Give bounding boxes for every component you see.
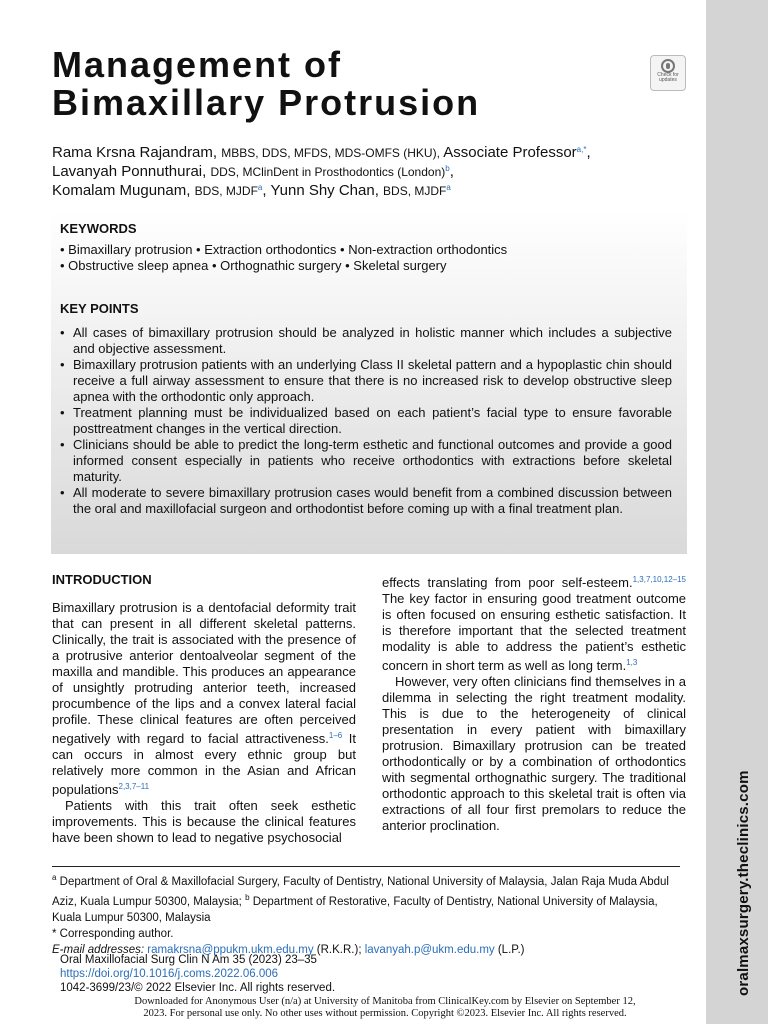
author-4-degrees: BDS, MJDF (383, 184, 447, 198)
author-4-name: Yunn Shy Chan, (270, 182, 379, 199)
download-notice-line-2: 2023. For personal use only. No other uses without permission. Copyright ©2023. Elsevier Inc. All rights reserved. (143, 1008, 627, 1019)
author-1-name: Rama Krsna Rajandram, (52, 144, 218, 161)
author-2-degrees: DDS, MClinDent in Prosthodontics (London) (210, 165, 446, 179)
journal-citation: Oral Maxillofacial Surg Clin N Am 35 (2023) 23–35 (60, 954, 317, 966)
author-3-affiliation-mark[interactable]: a (257, 183, 263, 192)
keywords-line-2: • Obstructive sleep apnea • Orthognathic surgery • Skeletal surgery (60, 258, 447, 273)
affiliation-b: Department of Restorative, Faculty of Dentistry, National University of Malaysia, Kuala Lumpur 50300, Malaysia (52, 896, 658, 924)
journal-site-url[interactable]: oralmaxsurgery.theclinics.com (735, 770, 752, 996)
footnote-divider (52, 866, 680, 867)
reference-link[interactable]: 1–6 (328, 731, 343, 740)
intro-paragraph-1-text: Bimaxillary protrusion is a dentofacial deformity trait that can present in all different skeletal patterns. Clinically, the trait is associated with the presence of a protrusive anterior dentoalveolar segment of the maxilla and mandible. This produces an appearance of unsightly protruding anterior teeth, increased procumbence of the lips and a convex lateral facial profile. These clinical features are often perceived negatively with regard to facial attractiveness. (52, 600, 356, 746)
email-2-initials: (L.P.) (494, 944, 525, 956)
affiliation-a: Department of Oral & Maxillofacial Surgery, Faculty of Dentistry, National University of Malaysia, Jalan Raja Muda Abdul Aziz, Kuala Lumpur 50300, Malaysia; (52, 876, 669, 908)
right-paragraph-1 (382, 572, 686, 674)
download-notice-line-1: Downloaded for Anonymous User (n/a) at University of Manitoba from ClinicalKey.com by Elsevier on September 12, (134, 996, 636, 1007)
badge-line-2: updates (659, 77, 677, 83)
title-line-1: Management of (52, 44, 343, 85)
author-3-name: Komalam Mugunam, (52, 182, 191, 199)
email-label: E-mail addresses: (52, 944, 145, 956)
reference-link[interactable]: 2,3,7–11 (118, 782, 150, 791)
intro-paragraph-2: Patients with this trait often seek esthetic improvements. This is because the clinical features have been shown to lead to negative psychosocial (52, 798, 356, 845)
check-for-updates-badge[interactable] (650, 55, 686, 91)
affiliation-a-mark: a (52, 873, 57, 882)
affiliation-b-mark: b (245, 893, 250, 902)
key-points-heading: KEY POINTS (60, 301, 139, 316)
key-point-item: • All cases of bimaxillary protrusion should be analyzed in holistic manner which includes a subjective and objective assessment. (60, 325, 672, 357)
key-point-item: • All moderate to severe bimaxillary protrusion cases would benefit from a combined discussion between the oral and maxillofacial surgeon and orthodontist before coming up with a final treatment plan. (60, 485, 672, 517)
author-2-affiliation-mark[interactable]: b (445, 164, 450, 173)
reference-link[interactable]: 1,3 (626, 658, 638, 667)
issn-copyright: 1042-3699/23/© 2022 Elsevier Inc. All rights reserved. (60, 982, 336, 994)
email-link-2[interactable]: lavanyah.p@ukm.edu.my (364, 944, 495, 956)
intro-paragraph-1-text-cont: It can occurs in almost every ethnic group but relatively more common in the Asian and African populations (52, 731, 356, 797)
author-4-affiliation-mark[interactable]: a (446, 183, 451, 192)
badge-line-1: Check for (657, 72, 679, 78)
author-1-degrees: MBBS, DDS, MFDS, MDS-OMFS (HKU), (221, 146, 440, 160)
title-line-2: Bimaxillary Protrusion (52, 82, 481, 123)
author-1-affiliation-mark[interactable]: a,* (576, 145, 587, 154)
keywords-heading: KEYWORDS (60, 221, 137, 236)
key-point-item: • Treatment planning must be individualized based on each patient’s facial type to ensure favorable posttreatment changes in the vertical direction. (60, 405, 672, 437)
intro-paragraph-1 (52, 600, 356, 798)
key-points-list (60, 325, 672, 517)
right-paragraph-1-text-cont: The key factor in ensuring good treatment outcome is often focused on ensuring esthetic satisfaction. It is therefore important that the selected treatment modality is able to address the patient’s esthetic concern in short term as well as long term. (382, 591, 686, 673)
key-point-item: • Clinicians should be able to predict the long-term esthetic and functional outcomes and provide a good informed consent especially in patients who receive orthodontics with extractions before skeletal maturity. (60, 437, 672, 485)
affiliations (52, 870, 682, 926)
author-2-name: Lavanyah Ponnuthurai, (52, 163, 207, 180)
left-column (52, 572, 356, 846)
right-column (382, 572, 686, 834)
introduction-heading: INTRODUCTION (52, 572, 152, 587)
right-paragraph-2: However, very often clinicians find themselves in a dilemma in selecting the right treatment modality. This is due to the heterogeneity of clinical presentation in every patient with bimaxillary protrusion. Bimaxillary protrusion can be treated orthodontically or by a combination of orthodontics with segmental orthognathic surgery. The traditional orthodontic approach to this skeletal trait is often via extractions of all four first premolars to reduce the anterior proclination. (382, 674, 686, 833)
footnotes (52, 870, 682, 958)
author-1-role: Associate Professor (443, 144, 577, 161)
corresponding-author-note: * Corresponding author. (52, 928, 174, 940)
doi-link[interactable]: https://doi.org/10.1016/j.coms.2022.06.006 (60, 968, 279, 980)
email-1-initials: (R.K.R.); (313, 944, 365, 956)
journal-info (60, 953, 335, 995)
author-list: Rama Krsna Rajandram, MBBS, DDS, MFDS, MDS-OMFS (HKU), Associate Professor$^{a,*}$, Lavanyah Ponnuthurai, DDS, MClinDent in Prosthodontics (London)$^b$, Komalam Mugunam, BDS, MJDF$^a$, Yunn Shy Chan, BDS, MJDF$^a$ (52, 144, 591, 199)
check-for-updates-icon (661, 59, 675, 73)
keywords-line-1: • Bimaxillary protrusion • Extraction orthodontics • Non-extraction orthodontics (60, 242, 508, 257)
download-notice (100, 996, 670, 1020)
author-3-degrees: BDS, MJDF (194, 184, 258, 198)
key-point-item: • Bimaxillary protrusion patients with an underlying Class II skeletal pattern and a hypoplastic chin should receive a full airway assessment to ensure that there is no increased risk to develop obstructive sleep apnea with the orthodontic only approach. (60, 357, 672, 405)
email-link-1[interactable]: ramakrsna@ppukm.ukm.edu.my (147, 944, 314, 956)
article-title (52, 46, 480, 122)
right-paragraph-1-text: effects translating from poor self-esteem. (382, 575, 633, 590)
reference-link[interactable]: 1,3,7,10,12–15 (632, 575, 686, 584)
